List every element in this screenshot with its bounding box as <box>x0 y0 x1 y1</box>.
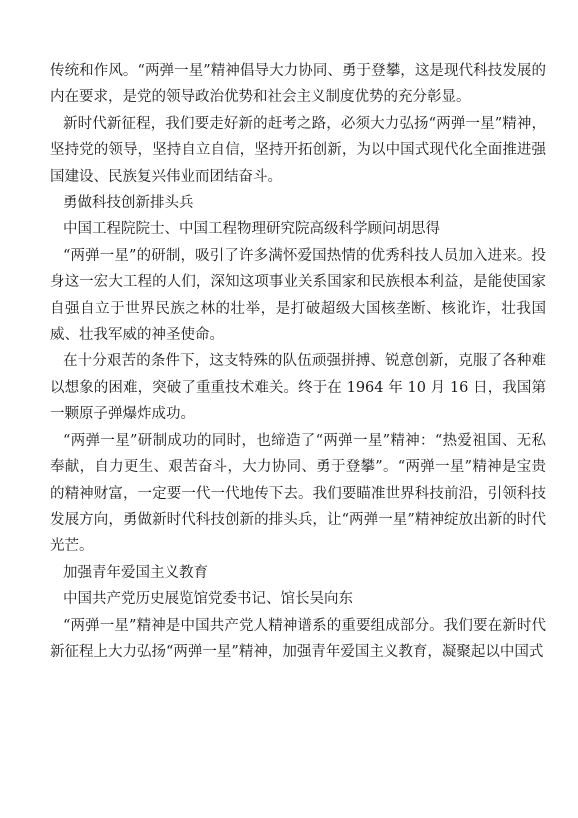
byline-1: 中国工程院院士、中国工程物理研究院高级科学顾问胡思得 <box>63 221 440 238</box>
paragraph-1: 传统和作风。“两弹一星”精神倡导大力协同、勇于登攀，这是现代科技发展的内在要求，是党的领导政治优势和社会主义制度优势的充分彰显。 <box>50 63 546 106</box>
section-heading-1: 勇做科技创新排头兵 <box>63 195 194 212</box>
section-heading-2: 加强青年爱国主义教育 <box>63 564 208 581</box>
document-page <box>50 58 546 665</box>
paragraph-6: “两弹一星”精神是中国共产党人精神谱系的重要组成部分。我们要在新时代新征程上大力弘扬“两弹一星”精神，加强青年爱国主义教育，凝聚起以中国式 <box>50 617 546 660</box>
paragraph-2: 新时代新征程，我们要走好新的赶考之路，必须大力弘扬“两弹一星”精神，坚持党的领导，坚持自立自信，坚持开拓创新，为以中国式现代化全面推进强国建设、民族复兴伟业而团结奋斗。 <box>50 115 546 185</box>
paragraph-5: “两弹一星”研制成功的同时，也缔造了“两弹一星”精神：“热爱祖国、无私奉献，自力更生、艰苦奋斗，大力协同、勇于登攀”。“两弹一星”精神是宝贵的精神财富，一定要一代一代地传下去。我们要瞄准世界科技前沿，引领科技发展方向，勇做新时代科技创新的排头兵，让“两弹一星”精神绽放出新的时代光芒。 <box>50 432 546 555</box>
paragraph-3: “两弹一星”的研制，吸引了许多满怀爱国热情的优秀科技人员加入进来。投身这一宏大工程的人们，深知这项事业关系国家和民族根本利益，是能使国家自强自立于世界民族之林的壮举，是打破超级大国核垄断、核讹诈，壮我国威、壮我军威的神圣使命。 <box>50 247 546 344</box>
byline-2: 中国共产党历史展览馆党委书记、馆长吴向东 <box>63 591 353 608</box>
paragraph-4: 在十分艰苦的条件下，这支特殊的队伍顽强拼搏、锐意创新，克服了各种难以想象的困难，突破了重重技术难关。终于在 1964 年 10 月 16 日，我国第一颗原子弹爆炸成功。 <box>50 353 546 423</box>
